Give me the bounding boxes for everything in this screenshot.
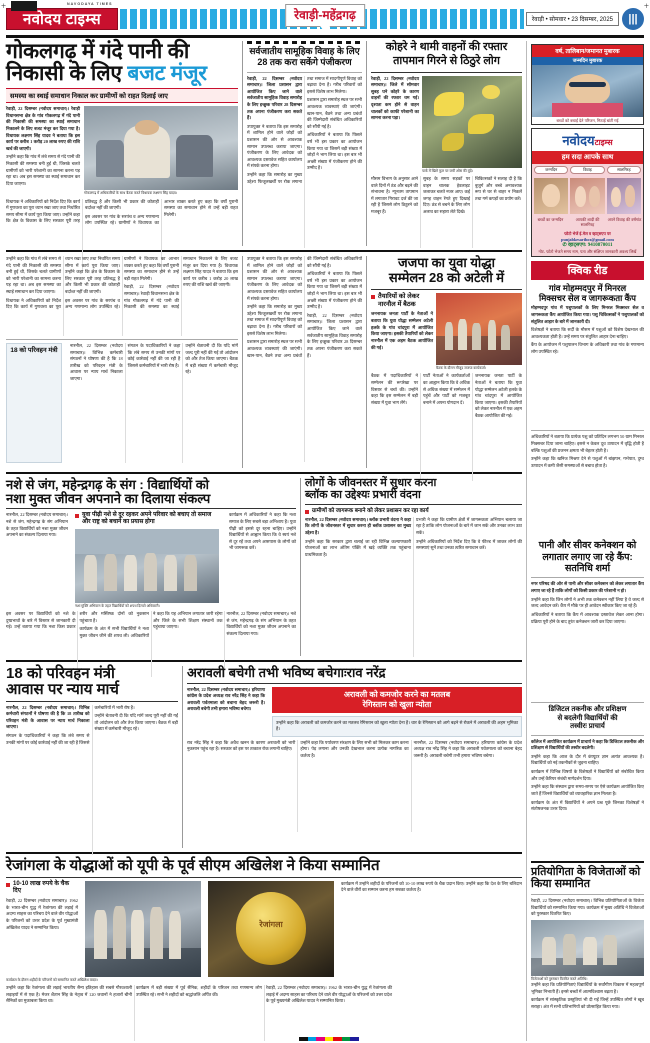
jjp-bullet-text: तैयारियों को लेकर नारनौल में बैठक: [378, 292, 420, 308]
feature-right-p2: उन्होंने कहा कि सरकार द्वारा चलाई जा रही विभिन्न कल्याणकारी योजनाओं का लाभ अंतिम पंक्ति में खड़े व्यक्ति तक पहुंचाना प्राथमिकता है।: [305, 538, 411, 557]
jjp-paragraph-4: जननायक जनता पार्टी के नेताओं ने बताया कि युवा योद्धा सम्मेलन अटेली हलके के गांव चांदपुरा में आयोजित किया जाएगा। इसकी तैयारियों को लेकर नारनौल में एक अहम बैठक आयोजित की गई।: [475, 373, 522, 419]
family-ad-tab-wedding[interactable]: विवाह: [570, 166, 604, 174]
qr2-headline-line2: लगातार लगाए जा रहे कैंप:: [542, 551, 633, 563]
aravalli-redbox-wrap: [269, 687, 522, 737]
winners-headline: प्रतियोगिता के विजेताओं को किया सम्मानित: [531, 865, 641, 891]
ad-logo-sub: टाइम्स: [594, 138, 613, 148]
jjp-bullet: [371, 293, 433, 309]
feature-left-p3: इस अवसर पर विद्यार्थियों को नशे के दुष्प्रभावों के बारे में विस्तार से जानकारी दी गई। उन्हें बताया गया कि नशा किस प्रकार शरीर और मस्तिष्क दोनों को नुकसान पहुंचाता है।: [6, 611, 149, 630]
boxed-brief-body: [66, 343, 238, 463]
qr3-headline-line1: डिजिटल तकनीक और प्रशिक्षण: [548, 706, 627, 714]
quickread-story-2: [531, 540, 644, 699]
qr1-headline-line2: मिक्सचर सेल व जागरूकता कैंप: [539, 293, 636, 304]
qr3-body: [531, 739, 644, 857]
rejangla-photo-block-1: [82, 881, 204, 977]
rejangla-p5: रेवाड़ी, 22 दिसम्बर (नवोदय समाचार)। 1962 के भारत-चीन युद्ध में रेजांगला की लड़ाई में अदम्य साहस का परिचय देने वाले वीर योद्धाओं के परिजनों को उत्तर प्रदेश के पूर्व मुख्यमंत्री अखिलेश यादव ने सम्मानित किया।: [266, 985, 392, 1004]
feature-left-col3: [226, 512, 296, 609]
weather-paragraph-4: चिकित्सकों ने सलाह दी है कि बुजुर्ग और बच्चे अनावश्यक रूप से घर से बाहर न निकलें तथा गर्म कपड़ों का प्रयोग करें।: [475, 175, 522, 201]
transport-march-story: [6, 666, 178, 848]
family-ad-photo-couple: [570, 178, 604, 214]
aravalli-callout-line2: रेगिस्तान को खुला न्योता: [362, 699, 432, 709]
qr3-p4: उन्होंने कहा कि संस्थान द्वारा समय-समय पर ऐसे कार्यक्रम आयोजित किए जाते हैं जिनसे विद्यार्थियों को व्यावहारिक ज्ञान मिलता है।: [531, 784, 644, 796]
winners-body-continued: [531, 982, 644, 1022]
birthday-ad-caption: बच्चों को बधाई देते परिजन, मिठाई बांटी गई: [556, 118, 619, 123]
rejangla-p3: उन्होंने कहा कि रेजांगला की लड़ाई भारतीय सैन्य इतिहास की सबसे गौरवशाली लड़ाइयों में से एक है। मेजर शैतान सिंह के नेतृत्व में 120 जवानों ने हजारों चीनी सैनिकों का मुकाबला किया था।: [6, 985, 132, 1004]
aravalli-top: [187, 687, 522, 737]
feature-left-bullet-text: युवा पीढ़ी नशे से दूर रहकर अपने परिवार को बचाए तो समाज और राष्ट्र को बचाने का प्रयास होगा: [82, 512, 212, 526]
nameplate-logo[interactable]: [6, 2, 118, 30]
feature-left-p2: कार्यक्रम में अधिकारियों ने कहा कि नशा समाज के लिए सबसे बड़ा अभिशाप है। युवा पीढ़ी को इससे दूर रहना चाहिए। उन्होंने विद्यार्थियों से आह्वान किया कि वे स्वयं नशे से दूर रहें तथा अपने आसपास के लोगों को भी जागरूक करें।: [229, 512, 296, 551]
rejangla-p1: रेवाड़ी, 22 दिसम्बर (नवोदय समाचार)। 1962 के भारत-चीन युद्ध में रेजांगला की लड़ाई में अदम्य साहस का परिचय देने वाले वीर योद्धाओं के परिजनों को उत्तर प्रदेश के पूर्व मुख्यमंत्री अखिलेश यादव ने सम्मानित किया।: [6, 898, 78, 930]
family-ad-caption-1: बच्चों का जन्मदिन: [537, 217, 564, 223]
feature-right-bullet: [305, 508, 522, 515]
feature-left-mid: [72, 512, 222, 609]
jjp-photo: [436, 293, 522, 365]
jjp-paragraph-3: पार्टी नेताओं ने कार्यकर्ताओं का आह्वान किया कि वे अधिक से अधिक संख्या में सम्मेलन में पहुंचें और पार्टी को मजबूत बनाने में अपना योगदान दें।: [423, 373, 470, 405]
cmyk-registration-strip: [299, 1037, 359, 1041]
feature-left-photo: [75, 529, 219, 603]
crop-mark-tl: +: [1, 1, 7, 11]
aravalli-p1: नारनौल, 22 दिसम्बर (नवोदय समाचार)। हरियाणा कांग्रेस के प्रदेश अध्यक्ष राव नरेंद्र सिंह ने कहा कि अरावली पर्वतमाला को बचाना बेहद जरूरी है। अरावली बचेगी तभी हमारा भविष्य बचेगा।: [187, 686, 265, 712]
lead-body-col1: [6, 106, 80, 196]
rejangla-p4: कार्यक्रम में बड़ी संख्या में पूर्व सैनिक, शहीदों के परिजन तथा गणमान्य लोग उपस्थित रहे। सभी ने शहीदों को श्रद्धांजलि अर्पित की।: [136, 985, 262, 997]
feature-left-p1: नारनौल, 22 दिसम्बर (नवोदय समाचार)। नशे से जंग, महेन्द्रगढ़ के संग अभियान के तहत विद्यार्थियों को नशा मुक्त जीवन अपनाने का संकल्प दिलाया गया।: [6, 512, 68, 538]
feature-right-rule: [305, 504, 522, 505]
aravalli-p3: राव नरेंद्र सिंह ने कहा कि अवैध खनन के कारण अरावली को भारी नुकसान पहुंच रहा है। सरकार को इस पर तत्काल रोक लगानी चाहिए।: [187, 739, 296, 752]
lead-cont-p4: रेवाड़ी, 22 दिसम्बर (नवोदय समाचार)। रेवाड़ी विधानसभा क्षेत्र के गांव गोकलगढ़ में गंदे पानी की निकासी की समस्या का स्थाई समाधान निकालने के लिए बजट मंजूर कर दिया गया है। विधायक लक्ष्मण सिंह यादव ने बताया कि इस कार्य पर करीब 1 करोड़ 20 लाख रुपए की राशि खर्च की जाएगी।: [124, 256, 238, 310]
lead-paragraph-3: विधायक ने अधिकारियों को निर्देश दिए कि कार्य में गुणवत्ता का पूरा ध्यान रखा जाए तथा निर्धारित समय सीमा में कार्य पूरा किया जाए। उन्होंने कहा कि क्षेत्र के विकास के लिए सरकार पूरी तरह प्रतिबद्ध है और किसी भी प्रकार की कोताही बर्दाश्त नहीं की जाएगी।: [6, 198, 159, 224]
aravalli-story: [182, 666, 522, 848]
family-ad-phone-label: व्हाट्सएप:: [567, 242, 587, 248]
masthead: [6, 4, 644, 34]
lead-cont-p2: विधायक ने अधिकारियों को निर्देश दिए कि कार्य में गुणवत्ता का पूरा ध्यान रखा जाए तथा निर्धारित समय सीमा में कार्य पूरा किया जाए। उन्होंने कहा कि क्षेत्र के विकास के लिए सरकार पूरी तरह प्रतिबद्ध है और किसी भी प्रकार की कोताही बर्दाश्त नहीं की जाएगी।: [6, 256, 120, 310]
feature-left-photo-caption: नशा मुक्ति अभियान के तहत विद्यार्थियों को शपथ दिलाते अधिकारी।: [75, 603, 160, 608]
family-ad-email[interactable]: punjabkesaribox@gmail.com: [561, 236, 614, 242]
boxed-brief-headline: 18 को परिवहन मंत्री: [10, 347, 58, 354]
family-ad-mail-label: फोटो भेजें ई-मेल व व्हाट्सएप पर: [564, 230, 611, 236]
winners-p2: उन्होंने कहा कि प्रतियोगिताएं विद्यार्थियों के सर्वांगीण विकास में महत्वपूर्ण भूमिका निभाती हैं। इनसे बच्चों में आत्मविश्वास बढ़ता है।: [531, 982, 644, 994]
lead-photo-block: [84, 106, 238, 196]
edition-tag: [285, 4, 365, 27]
transport-headline-line1: 18 को परिवहन मंत्री: [6, 665, 115, 682]
strip-paragraph-4: प्रशासन द्वारा समारोह स्थल पर सभी आवश्यक व्यवस्थाएं की जाएंगी। खान-पान, बैठने तथा अन्य प्रबंधों की जिम्मेदारी संबंधित अधिकारियों को सौंपी गई है।: [307, 97, 362, 129]
boxed-brief-p2: संगठन के पदाधिकारियों ने कहा कि लंबे समय से उनकी मांगों पर कोई कार्रवाई नहीं की जा रही है जिससे कर्मचारियों में भारी रोष है।: [127, 343, 181, 368]
aravalli-callout-box: [272, 687, 522, 713]
lead-photo: [84, 106, 238, 190]
lead-cont-p3: इस अवसर पर गांव के सरपंच व अन्य गणमान्य लोग उपस्थित रहे। ग्रामीणों ने विधायक का आभार व्यक्त करते हुए कहा कि वर्षों पुरानी समस्या का समाधान होने से उन्हें बड़ी राहत मिलेगी।: [65, 256, 179, 310]
bullet-square-icon: [371, 295, 375, 299]
cmyk-m: [316, 1037, 325, 1041]
qr3-headline-line2: से बदलेगी विद्यार्थियों की: [557, 714, 618, 722]
qr1-p1: मोहम्मदपुर गांव में पशुपालकों के लिए मिनरल मिक्सचर सेल व जागरूकता कैंप आयोजित किया गया। पशु चिकित्सकों ने पशुपालकों को संतुलित आहार के बारे में जानकारी दी।: [531, 305, 644, 324]
antidrug-feature: [6, 478, 296, 656]
rejangla-p2: कार्यक्रम में उन्होंने शहीदों के परिजनों को 10-10 लाख रुपये के चैक प्रदान किए। उन्होंने कहा कि देश के लिए बलिदान देने वाले वीरों का सम्मान करना हम सबका कर्तव्य है।: [341, 880, 522, 893]
qr1-p2: विशेषज्ञों ने बताया कि सर्दी के मौसम में पशुओं को विशेष देखभाल की आवश्यकता होती है। उन्हें समय पर संतुलित आहार देना चाहिए।: [531, 327, 644, 339]
winners-photo: [531, 920, 644, 976]
winners-lead: रेवाड़ी, 22 दिसम्बर (नवोदय समाचार)। विभिन्न प्रतियोगिताओं के विजेता विद्यार्थियों को सम्मानित किया गया। कार्यक्रम में मुख्य अतिथि ने विजेताओं को पुरस्कार वितरित किए।: [531, 897, 644, 917]
birthday-ad-photo: [532, 65, 643, 117]
strip-rule: [247, 72, 362, 73]
ad-navodaya-logo: [532, 129, 643, 151]
weather-top: [371, 76, 522, 174]
qr3-headline-line3: तस्वीरः प्राचार्य: [570, 723, 605, 731]
family-ad-caption-2: आपकी शादी की सालगिरह: [575, 217, 600, 228]
qr1-body: [531, 305, 644, 427]
whatsapp-icon: ✆: [562, 242, 567, 248]
boxed-brief: [6, 343, 238, 463]
birthday-ad-header: वर्ष, तालिबान/जमानत मुबारक: [532, 45, 643, 57]
lead-cont-p1: उन्होंने कहा कि गांव में लंबे समय से गंदे पानी की निकासी की समस्या बनी हुई थी, जिसके चलते ग्रामीणों को भारी परेशानी का सामना करना पड़ रहा था। अब इस समस्या का स्थाई समाधान कर दिया जाएगा।: [6, 256, 61, 295]
cmyk-k: [299, 1037, 308, 1041]
block-officer-feature: [300, 478, 522, 656]
qr2-headline-line3: सतनिधि शर्मा: [564, 563, 611, 575]
strip-paragraph-5: अधिकारियों ने बताया कि पिछले वर्ष भी इस प्रकार का आयोजन किया गया था जिसमें बड़ी संख्या में जोड़ों ने भाग लिया था। इस बार भी अच्छी संख्या में पंजीकरण होने की उम्मीद है।: [307, 132, 362, 171]
transport-p2: संगठन के पदाधिकारियों ने कहा कि लंबे समय से उनकी मांगों पर कोई कार्रवाई नहीं की जा रही है जिससे कर्मचारियों में भारी रोष है।: [6, 704, 135, 745]
ad-logo-main: नवोदय: [562, 133, 595, 149]
main-content-zone: [6, 41, 522, 1041]
masthead-divider: [6, 35, 644, 38]
marriage-registration-story: [242, 41, 362, 246]
aravalli-body-continuation: [187, 740, 522, 832]
cmyk-c: [308, 1037, 317, 1041]
transport-headline-line2: आवास पर न्याय मार्च: [6, 680, 119, 698]
cmyk-y: [325, 1037, 334, 1041]
jjp-rule: [371, 289, 522, 290]
aravalli-col1: [187, 687, 265, 737]
qr2-p3: अधिकारियों ने बताया कि कैंप में आवश्यक दस्तावेज लेकर आना होगा। प्रक्रिया पूरी होने के बाद तुरंत कनेक्शन जारी कर दिया जाएगा।: [531, 611, 644, 624]
weather-headline-line2: तापमान गिरने से ठिठुरे लोग: [393, 54, 500, 67]
lead-subheadline: समस्या का स्थाई समाधान निकाल कर ग्रामीणों को राहत दिलाई जाए: [6, 88, 238, 103]
family-ad-phone-number: 9410870011: [587, 242, 613, 248]
transport-rule: [6, 701, 178, 702]
family-ad-caption-3: अपने विवाह की वर्षगांठ: [607, 217, 642, 223]
feature-right-headline-line1: लोगों के जीवनस्तर में सुधार करना: [305, 477, 437, 489]
weather-paragraph-3: सुबह के समय सड़कों पर वाहन चालक हेडलाइट जलाकर चलते नजर आए। कई जगह वाहन रेंगते हुए दिखाई दिए। ठंड से बचने के लिए लोग अलाव का सहारा लेते दिखे।: [423, 175, 470, 215]
family-ad-photos: [532, 176, 643, 216]
weather-story: [366, 41, 522, 246]
quick-read-section: [531, 261, 644, 857]
bullet-square-icon: [305, 510, 309, 514]
feature-left-top: [6, 512, 296, 609]
top-band: [6, 41, 522, 246]
weather-headline-line1: कोहरे ने थामी वाहनों की रफ्तार: [385, 41, 508, 53]
strip-headline: सर्वजातीय सामूहिक विवाह के लिए 28 तक करा सकेंगे पंजीकरण: [249, 46, 360, 68]
rejangla-top: [6, 881, 522, 977]
strip-paragraph-1: रेवाड़ी, 22 दिसम्बर (नवोदय समाचार)। जिला प्रशासन द्वारा आयोजित किए जाने वाले सर्वजातीय सामूहिक विवाह समारोह के लिए इच्छुक परिवार 28 दिसम्बर तक अपना पंजीकरण करा सकते हैं।: [247, 75, 302, 121]
feature-left-headline-line2: नशा मुक्त जीवन अपनाने का दिलाया संकल्प: [6, 490, 211, 506]
lead-headline-accent: बजट मंजूर: [127, 62, 207, 86]
lead-photo-caption: गोकलगढ़ में अधिकारियों के साथ बैठक करते विधायक लक्ष्मण सिंह यादव।: [84, 191, 178, 196]
qr-divider-1: [531, 430, 644, 431]
fourth-band: [6, 666, 522, 848]
lead-headline-line2: [6, 63, 238, 85]
aravalli-rule: [187, 683, 522, 684]
family-ad-captions: [532, 216, 643, 228]
feature-left-bullet: [75, 512, 219, 526]
feature-right-headline-line2: ब्लॉक का उद्देश्यः प्रभारी वंदना: [305, 488, 421, 501]
qr1-p5: उन्होंने कहा कि खनिज मिश्रण देने से पशुओं में बांझपन, गर्भपात, दुग्ध उत्पादन में कमी जैसी समस्याओं से बचाव होता है।: [531, 456, 644, 468]
aravalli-p4: उन्होंने कहा कि पर्यावरण संरक्षण के लिए सभी को मिलकर काम करना होगा। पेड़ लगाना और उनकी देखभाल करना प्रत्येक नागरिक का कर्तव्य है।: [300, 739, 409, 759]
qr1-headline-line1: गांव मोहम्मदपुर में मिनरल: [548, 282, 627, 293]
feature-band: [6, 478, 522, 656]
bullet-square-icon: [6, 883, 10, 887]
strip-paragraph-2: उपायुक्त ने बताया कि इस समारोह में शामिल होने वाले जोड़ों को प्रशासन की ओर से आवश्यक सामान उपलब्ध कराया जाएगा। पंजीकरण के लिए आवेदक को आवश्यक दस्तावेज सहित कार्यालय में संपर्क करना होगा।: [247, 123, 302, 169]
edition-name: रेवाड़ी-महेंद्रगढ़: [294, 8, 356, 22]
flag-tail-decoration: [11, 1, 37, 11]
feature-right-p1: नारनौल, 22 दिसम्बर (नवोदय समाचार)। ब्लॉक प्रभारी वंदना ने कहा कि लोगों के जीवनस्तर में सुधार करना ही ब्लॉक प्रशासन का मुख्य उद्देश्य है।: [305, 516, 411, 536]
quick-read-header: क्विक रीड: [531, 261, 644, 280]
rejangla-band: [6, 858, 522, 1036]
quickread-story-1: [531, 283, 644, 427]
lead-continued-body: [6, 256, 238, 336]
rejangla-bullet: [6, 881, 78, 895]
boxed-brief-p3: उन्होंने चेतावनी दी कि यदि मांगें जल्द पूरी नहीं की गईं तो आंदोलन को और तेज किया जाएगा। बैठक में बड़ी संख्या में कर्मचारी मौजूद रहे।: [185, 343, 238, 375]
jjp-paragraph-1: जननायक जनता पार्टी के नेताओं ने बताया कि युवा योद्धा सम्मेलन अटेली हलके के गांव चांदपुरा में आयोजित किया जाएगा। इसकी तैयारियों को लेकर नारनौल में एक अहम बैठक आयोजित की गई।: [371, 311, 433, 350]
qr1-p4: अधिकारियों ने बताया कि प्रत्येक पशु को प्रतिदिन लगभग 50 ग्राम मिनरल मिक्सचर दिया जाना चाहिए। इससे न केवल दूध उत्पादन में वृद्धि होती है बल्कि पशुओं की प्रजनन क्षमता भी बेहतर होती है।: [531, 434, 644, 453]
aravalli-headline: अरावली बचेगी तभी भविष्य बचेगाःराव नरेंद्र: [187, 665, 386, 680]
qr3-p3: कार्यक्रम में विभिन्न विषयों के विशेषज्ञों ने विद्यार्थियों को संबोधित किया और उन्हें कैरियर संबंधी मार्गदर्शन दिया।: [531, 769, 644, 781]
feature-right-body: [305, 517, 522, 657]
jjp-headline-line1: जजपा का युवा योद्धा: [397, 255, 496, 270]
cmyk-g: [342, 1037, 351, 1041]
strip-paragraph-3: उन्होंने कहा कि समारोह का मुख्य उद्देश्य फिजूलखर्ची पर रोक लगाना तथा समाज में सादगीपूर्ण विवाह को बढ़ावा देना है। गरीब परिवारों को इससे विशेष लाभ मिलेगा।: [247, 75, 362, 184]
strip-body-continued: [247, 256, 362, 462]
strip-story-continued: [242, 256, 362, 468]
strip-cont-p5: रेवाड़ी, 22 दिसम्बर (नवोदय समाचार)। जिला प्रशासन द्वारा आयोजित किए जाने वाले सर्वजातीय सामूहिक विवाह समारोह के लिए इच्छुक परिवार 28 दिसम्बर तक अपना पंजीकरण करा सकते हैं।: [307, 312, 362, 358]
birthday-ad[interactable]: [531, 44, 644, 125]
rejangla-headline: रेजांगला के योद्धाओं को यूपी के पूर्व सीएम अखिलेश ने किया सम्मानित: [6, 857, 380, 874]
birthday-ad-subheader: जन्मदिन मुबारक: [532, 57, 643, 65]
weather-body-col1: [371, 76, 419, 174]
feature-right-bullet-text: ग्रामीणों को जागरूक बनाने को लेकर प्रशासन कर रहा कार्य: [312, 508, 429, 515]
family-ad-tabs[interactable]: [532, 164, 643, 176]
winners-photo-caption: विजेताओं को पुरस्कार वितरित करते अतिथि।: [531, 976, 588, 981]
cmyk-b: [350, 1037, 359, 1041]
lead-paragraph-4: इस अवसर पर गांव के सरपंच व अन्य गणमान्य लोग उपस्थित रहे। ग्रामीणों ने विधायक का आभार व्यक्त करते हुए कहा कि वर्षों पुरानी समस्या का समाधान होने से उन्हें बड़ी राहत मिलेगी।: [85, 198, 238, 226]
aravalli-p2: उन्होंने कहा कि अरावली को कमजोर करने का मतलब रेगिस्तान को खुला न्योता देना है। थार के रेगिस्तान को आगे बढ़ने से रोकने में अरावली की अहम भूमिका है।: [276, 719, 518, 732]
strip-cont-p1: उपायुक्त ने बताया कि इस समारोह में शामिल होने वाले जोड़ों को प्रशासन की ओर से आवश्यक सामान उपलब्ध कराया जाएगा। पंजीकरण के लिए आवेदक को आवश्यक दस्तावेज सहित कार्यालय में संपर्क करना होगा।: [247, 256, 302, 301]
strip-body: [247, 76, 362, 248]
right-rail: [526, 41, 644, 1041]
feature-right-p4: उन्होंने अधिकारियों को निर्देश दिए कि वे फील्ड में जाकर लोगों की समस्याएं सुनें तथा उनका त्वरित समाधान करें।: [416, 538, 522, 551]
lead-cont-rule: [6, 339, 238, 340]
family-ad-header: हम सदा आपके साथ: [532, 151, 643, 164]
qr2-p1: नगर परिषद की ओर से पानी और सीवर कनेक्शन को लेकर लगातार कैंप लगाए जा रहे हैं ताकि लोगों को किसी प्रकार की परेशानी न हो।: [531, 581, 644, 594]
jjp-body-continuation: [371, 373, 522, 481]
family-greetings-ad[interactable]: [531, 128, 644, 257]
transport-p3: उन्होंने चेतावनी दी कि यदि मांगें जल्द पूरी नहीं की गईं तो आंदोलन को और तेज किया जाएगा। बैठक में बड़ी संख्या में कर्मचारी मौजूद रहे।: [94, 713, 178, 732]
family-ad-photo-child: [534, 178, 568, 214]
feature-right-p3: प्रभारी ने कहा कि ग्रामीण क्षेत्रों में जागरूकता अभियान चलाया जा रहा है ताकि लोग योजनाओं के बारे में जान सकें और उनका लाभ उठा सकें।: [416, 516, 522, 536]
boxed-brief-p1: नारनौल, 22 दिसम्बर (नवोदय समाचार)। विभिन्न कर्मचारी संगठनों ने घोषणा की है कि 18 तारीख को परिवहन मंत्री के आवास पर न्याय मार्च निकाला जाएगा।: [70, 343, 123, 382]
weather-paragraph-2: मौसम विभाग के अनुसार आने वाले दिनों में ठंड और बढ़ने की संभावना है। न्यूनतम तापमान में लगातार गिरावट दर्ज की जा रही है जिससे लोग ठिठुरने को मजबूर हैं।: [371, 175, 418, 215]
rejangla-bullet-text: 10-10 लाख रुपये के चैक दिए: [13, 880, 70, 894]
weather-paragraph-1: रेवाड़ी, 22 दिसम्बर (नवोदय समाचार)। जिले में सोमवार सुबह घने कोहरे के कारण वाहनों की रफ्तार थम गई। दृश्यता कम होने से वाहन चालकों को काफी परेशानी का सामना करना पड़ा।: [371, 75, 419, 121]
lead-headline-line2-plain: निकासी के लिए: [6, 62, 128, 86]
page-body: [6, 41, 644, 1041]
strip-cont-p4: अधिकारियों ने बताया कि पिछले वर्ष भी इस प्रकार का आयोजन किया गया था जिसमें बड़ी संख्या में जोड़ों ने भाग लिया था। इस बार भी अच्छी संख्या में पंजीकरण होने की उम्मीद है।: [307, 271, 362, 310]
rejangla-medal-photo: [208, 881, 334, 977]
jjp-headline-line2: सम्मेलन 28 को अटेली में: [388, 269, 505, 285]
bullet-square-icon: [75, 514, 79, 518]
second-band: [6, 256, 522, 468]
qr2-headline-line1: पानी और सीवर कनेक्शन को: [538, 540, 637, 552]
lead-story: [6, 41, 238, 246]
jjp-story: [366, 256, 522, 468]
transport-body: [6, 705, 178, 855]
rejangla-col1: [6, 881, 78, 977]
lead-paragraph-1: रेवाड़ी, 22 दिसम्बर (नवोदय समाचार)। रेवाड़ी विधानसभा क्षेत्र के गांव गोकलगढ़ में गंदे पानी की निकासी की समस्या का स्थाई समाधान निकालने के लिए बजट मंजूर कर दिया गया है। विधायक लक्ष्मण सिंह यादव ने बताया कि इस कार्य पर करीब 1 करोड़ 20 लाख रुपए की राशि खर्च की जाएगी।: [6, 106, 80, 151]
qr3-rule: [531, 735, 644, 736]
quickread-story-3: [531, 706, 644, 856]
dateline: रेवाड़ी • सोमवार • 23 दिसम्बर, 2025: [526, 12, 619, 26]
jjp-bullet-col: [371, 293, 433, 371]
feature-left-p5: नारनौल, 22 दिसम्बर (नवोदय समाचार)। नशे से जंग, महेन्द्रगढ़ के संग अभियान के तहत विद्यार्थियों को नशा मुक्त जीवन अपनाने का संकल्प दिलाया गया।: [226, 611, 296, 636]
jjp-paragraph-2: बैठक में पदाधिकारियों ने सम्मेलन की रूपरेखा पर विस्तार से चर्चा की। उन्होंने कहा कि इस सम्मेलन में बड़ी संख्या में युवा भाग लेंगे।: [371, 373, 418, 405]
jjp-body-col1: [371, 311, 433, 351]
feature-left-p4: कार्यक्रम के अंत में सभी विद्यार्थियों ने नशा मुक्त जीवन जीने की शपथ ली। अधिकारियों ने कहा कि यह अभियान लगातार जारी रहेगा और जिले के सभी शिक्षण संस्थानों तक पहुंचाया जाएगा।: [79, 611, 223, 638]
aravalli-tinted-note: [272, 716, 522, 737]
jjp-photo-block: [436, 293, 522, 371]
rejangla-rule: [6, 877, 522, 878]
strip-cont-p3: प्रशासन द्वारा समारोह स्थल पर सभी आवश्यक व्यवस्थाएं की जाएंगी। खान-पान, बैठने तथा अन्य प्रबंधों की जिम्मेदारी संबंधित अधिकारियों को सौंपी गई है।: [247, 256, 362, 358]
jjp-top: [371, 293, 522, 371]
family-ad-contact: [532, 229, 643, 256]
english-strapline: NAVODAYA TIMES: [67, 2, 113, 6]
qr2-body: [531, 581, 644, 699]
winners-rule: [531, 894, 644, 895]
cmyk-r: [333, 1037, 342, 1041]
boxed-brief-head: [6, 343, 62, 463]
rejangla-photo-block-2: [208, 881, 334, 977]
aravalli-callout-line1: अरावली को कमजोर करने का मतलब: [343, 689, 451, 699]
rejangla-photo-1: [85, 881, 201, 977]
weather-photo-block: [422, 76, 522, 174]
qr-divider-2: [531, 702, 644, 703]
dashed-rule: [247, 41, 362, 44]
lead-headline-line1: गोकलगढ़ में गंदे पानी की: [6, 40, 190, 63]
rejangla-medal-text: रेजांगला: [259, 920, 283, 930]
lead-paragraph-2: उन्होंने कहा कि गांव में लंबे समय से गंदे पानी की निकासी की समस्या बनी हुई थी, जिसके चलते ग्रामीणों को भारी परेशानी का सामना करना पड़ रहा था। अब इस समस्या का स्थाई समाधान कर दिया जाएगा।: [6, 154, 80, 186]
weather-rule: [371, 72, 522, 73]
qr2-p2: उन्होंने कहा कि जिन लोगों ने अभी तक कनेक्शन नहीं लिया है वे जल्द से जल्द आवेदन करें। कैंप में मौके पर ही आवेदन स्वीकार किए जा रहे हैं।: [531, 596, 644, 609]
publisher-emblem-icon: |||: [622, 8, 644, 30]
strip-cont-p2: उन्होंने कहा कि समारोह का मुख्य उद्देश्य फिजूलखर्ची पर रोक लगाना तथा समाज में सादगीपूर्ण विवाह को बढ़ावा देना है। गरीब परिवारों को इससे विशेष लाभ मिलेगा।: [247, 304, 302, 336]
nameplate-text: नवोदय टाइम्स: [23, 11, 101, 28]
feature-left-headline-line1: नशे से जंग, महेन्द्रगढ़ के संग : विद्यार्थियों को: [6, 477, 210, 492]
weather-photo: [422, 76, 522, 168]
jjp-photo-caption: बैठक के दौरान मौजूद जजपा कार्यकर्ता।: [436, 365, 487, 370]
feature-left-col1: [6, 512, 68, 609]
family-ad-tab-anniversary[interactable]: सालगिरह: [607, 166, 641, 174]
lead-continued-block: [6, 256, 238, 468]
qr3-p2: उन्होंने कहा कि आज के दौर में कंप्यूटर ज्ञान अत्यंत आवश्यक है। विद्यार्थियों को नई तकनीकों से जुड़ना चाहिए।: [531, 753, 644, 766]
weather-body-continuation: [371, 176, 522, 248]
aravalli-p5: नारनौल, 22 दिसम्बर (नवोदय समाचार)। हरियाणा कांग्रेस के प्रदेश अध्यक्ष राव नरेंद्र सिंह ने कहा कि अरावली पर्वतमाला को बचाना बेहद जरूरी है। अरावली बचेगी तभी हमारा भविष्य बचेगा।: [413, 739, 522, 759]
rejangla-col-right: [338, 881, 522, 977]
family-ad-photo-family: [607, 178, 641, 214]
qr3-p5: कार्यक्रम के अंत में विद्यार्थियों ने अपने प्रश्न पूछे जिनका विशेषज्ञों ने संतोषजनक उत्तर दिया।: [531, 799, 644, 812]
qr1-p3: कैंप के आयोजन में पशुपालन विभाग के अधिकारी तथा गांव के गणमान्य लोग उपस्थित रहे।: [531, 342, 644, 354]
rejangla-photo-caption: कार्यक्रम के दौरान शहीदों के परिजनों को सम्मानित करते अखिलेश यादव।: [6, 977, 98, 982]
qr1-body-continued: [531, 434, 644, 538]
winners-story: [531, 861, 644, 1023]
lead-body-wrap: [6, 106, 238, 196]
family-ad-note: नोट- फोटो भेजते समय नाम, पता और संक्षिप्त जानकारी अवश्य लिखें: [538, 248, 637, 254]
winners-p3: कार्यक्रम में सांस्कृतिक प्रस्तुतियां भी दी गईं जिन्हें उपस्थित लोगों ने खूब सराहा। अंत में सभी प्रतिभागियों को प्रोत्साहित किया गया।: [531, 997, 644, 1010]
feature-left-rule: [6, 508, 296, 509]
crop-mark-tr: +: [643, 1, 649, 11]
family-ad-tab-birthday[interactable]: जन्मदिन: [534, 166, 568, 174]
qr2-rule: [531, 577, 644, 578]
transport-p1: नारनौल, 22 दिसम्बर (नवोदय समाचार)। विभिन्न कर्मचारी संगठनों ने घोषणा की है कि 18 तारीख को परिवहन मंत्री के आवास पर न्याय मार्च निकाला जाएगा।: [6, 704, 90, 730]
qr3-p1: कॉलेज में आयोजित कार्यक्रम में प्राचार्य ने कहा कि डिजिटल तकनीक और प्रशिक्षण से विद्यार्थियों की तस्वीर बदलेगी।: [531, 738, 644, 751]
rejangla-body-continuation: [6, 985, 522, 1041]
weather-photo-caption: पार्क में खिले फूल पर जमी ओस की बूंदें।: [422, 168, 473, 173]
